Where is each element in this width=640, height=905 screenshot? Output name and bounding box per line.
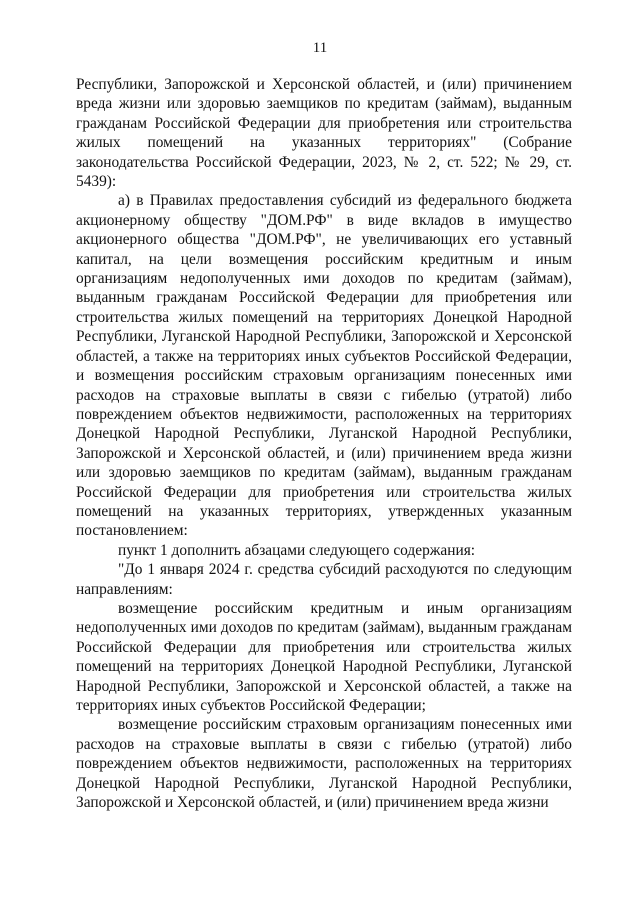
- paragraph-3: пункт 1 дополнить абзацами следующего содержания:: [118, 541, 476, 559]
- document-body: [76, 75, 572, 812]
- paragraph-2: а) в Правилах предоставления субсидий из федерального бюджета акционерному обществу "ДОМ.РФ" в виде вкладов в имущество акционерного общества "ДОМ.РФ", не увеличивающих его уставный капитал, на цели возмещения российским кредитным и иным организациям недополученных ими доходов по кредитам (займам), выданным гражданам Российской Федерации для приобретения или строительства жилых помещений на территориях Донецкой Народной Республики, Луганской Народной Республики, Запорожской и Херсонской областей, а также на территориях иных субъектов Российской Федерации, и возмещения российским страховым организациям понесенных ими расходов на страховые выплаты в связи с гибелью (утратой) либо повреждением объектов недвижимости, расположенных на территориях Донецкой Народной Республики, Луганской Народной Республики, Запорожской и Херсонской областей, и (или) причинением вреда жизни или здоровью заемщиков по кредитам (займам), выданным гражданам Российской Федерации для приобретения или строительства жилых помещений на указанных территориях, утвержденных указанным постановлением:: [76, 192, 572, 540]
- page-number: 11: [312, 40, 328, 56]
- paragraph-6: возмещение российским страховым организациям понесенных ими расходов на страховые выплаты в связи с гибелью (утратой) либо повреждением объектов недвижимости, расположенных на территориях Донецкой Народной Республики, Луганской Народной Республики, Запорожской и Херсонской областей, и (или) причинением вреда жизни: [76, 716, 572, 812]
- paragraph-5: возмещение российским кредитным и иным организациям недополученных ими доходов по кредитам (займам), выданным гражданам Российской Федерации для приобретения или строительства жилых помещений на территориях Донецкой Народной Республики, Луганской Народной Республики, Запорожской и Херсонской областей, а также на территориях иных субъектов Российской Федерации;: [76, 599, 572, 714]
- paragraph-1: Республики, Запорожской и Херсонской областей, и (или) причинением вреда жизни или здоровью заемщиков по кредитам (займам), выданным гражданам Российской Федерации для приобретения или строительства жилых помещений на указанных территориях" (Собрание законодательства Российской Федерации, 2023, № 2, ст. 522; № 29, ст. 5439):: [76, 76, 572, 191]
- paragraph-4: "До 1 января 2024 г. средства субсидий расходуются по следующим направлениям:: [76, 561, 572, 598]
